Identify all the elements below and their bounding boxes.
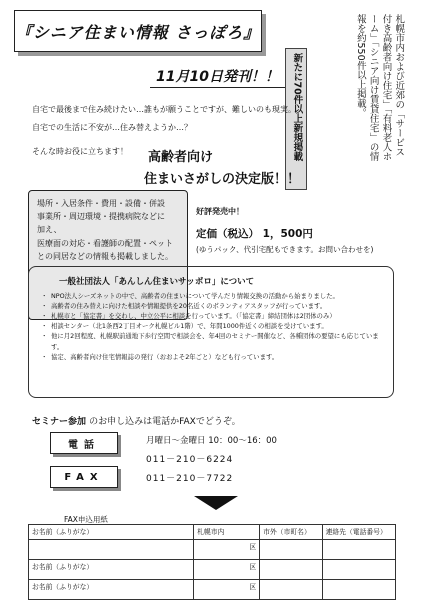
form-header-outside: 市外（市町名）	[260, 525, 322, 540]
about-item: ・ 協定、高齢者向け住宅情報誌の発行（おおよそ2年ごと）なども行っています。	[51, 352, 383, 362]
form-name-label: お名前（ふりがな）	[32, 583, 94, 591]
form-name-cell[interactable]	[29, 560, 194, 580]
about-item: ・ NPO法人シーズネットの中で、高齢者の住まいについて学んだり情報交換の活動から始まりました。	[51, 291, 383, 301]
fax-application-form	[28, 524, 396, 600]
headline-decisive: 住まいさがしの決定版！！	[144, 172, 301, 187]
listing-summary: 札幌市内および近郊の「サービス付き高齢者向け住宅」「有料老人ホーム」「シニア向け賃貸住宅」の情報を約550件以上掲載。	[354, 14, 405, 162]
features-line: 場所・入居条件・費用・設備・併設	[37, 199, 165, 208]
form-row	[29, 540, 396, 560]
intro-line-2: 自宅での生活に不安が…住み替えようか…？	[32, 123, 192, 132]
headline-seniors: 高齢者向け	[148, 150, 214, 165]
form-phone-cell[interactable]	[322, 540, 395, 560]
form-row	[29, 580, 396, 600]
form-ward-cell[interactable]: 区	[194, 540, 260, 560]
form-header-sapporo: 札幌市内	[194, 525, 260, 540]
form-ward-cell[interactable]: 区	[194, 560, 260, 580]
about-item: ・ 高齢者の住み替えに向けた相談や情報提供を20名近くのボランティアスタッフが行っています。	[51, 301, 383, 311]
intro-line-3: そんな時お役に立ちます！	[32, 147, 128, 156]
form-city-cell[interactable]	[260, 560, 322, 580]
new-listings-text: 新たに70件以上新規掲載	[291, 53, 303, 162]
about-item: ・ 相談センター（北1条西2丁目オーク札幌ビル1階）で、年間1000件近くの相談を受けています。	[51, 321, 383, 331]
form-name-label: お名前（ふりがな）	[32, 563, 94, 571]
about-heading: 一般社団法人「あんしん住まいサッポロ」について	[59, 277, 255, 287]
phone-hours: 月曜日〜金曜日 10：00〜16：00	[146, 436, 277, 446]
fax-label: FAX	[50, 466, 118, 488]
form-phone-cell[interactable]	[322, 580, 395, 600]
seminar-heading	[32, 414, 241, 427]
form-city-cell[interactable]	[260, 540, 322, 560]
about-list	[41, 291, 383, 362]
form-row	[29, 560, 396, 580]
form-ward-cell[interactable]: 区	[194, 580, 260, 600]
form-city-cell[interactable]	[260, 580, 322, 600]
seminar-text: のお申し込みは電話かFAXでどうぞ。	[89, 417, 241, 427]
intro-line-1: 自宅で最後まで住み続けたい…誰もが願うことですが、難しいのも現実。	[32, 105, 296, 114]
form-name-cell[interactable]	[29, 540, 194, 560]
form-name-cell[interactable]	[29, 580, 194, 600]
features-line: 事業所・周辺環境・提携病院などに	[37, 212, 165, 222]
about-item: ・ 他に月2回程度、札幌駅前通地下歩行空間で相談会を、年4回のセミナー開催など、各種団体の要望にも応じています。	[51, 331, 383, 351]
form-phone-cell[interactable]	[322, 560, 395, 580]
about-item: ・ 札幌市と「協定書」を交わし、中立公平に相談を行っています。（「協定書」締結団体は2団体のみ）	[51, 311, 383, 321]
down-arrow-icon	[194, 496, 238, 510]
features-line: 医療面の対応・看護師の配置・ペット	[37, 238, 173, 248]
phone-number[interactable]: 011－210－6224	[146, 455, 234, 465]
seminar-label: セミナー参加	[32, 417, 87, 427]
price: 定価（税込） 1，500円	[196, 228, 313, 240]
form-header-name: お名前（ふりがな）	[29, 525, 194, 540]
about-organization-box	[28, 266, 394, 398]
release-date: 11月10日発刊！！	[150, 66, 285, 88]
phone-label: 電話	[50, 432, 118, 454]
publication-title: 『シニア住まい情報 さっぽろ』	[14, 10, 262, 52]
fax-number[interactable]: 011－210－7722	[146, 474, 234, 484]
sales-status: 好評発売中！	[196, 207, 244, 216]
shipping-note: (ゆうパック、代引宅配もできます。お問い合わせを)	[196, 245, 374, 254]
features-line: 加え、	[37, 225, 62, 235]
features-line: との同居などの情報も掲載しました。	[37, 251, 173, 261]
form-header-contact: 連絡先（電話番号）	[322, 525, 395, 540]
form-header-row	[29, 525, 396, 540]
fax-form-title: FAX申込用紙	[64, 515, 108, 524]
